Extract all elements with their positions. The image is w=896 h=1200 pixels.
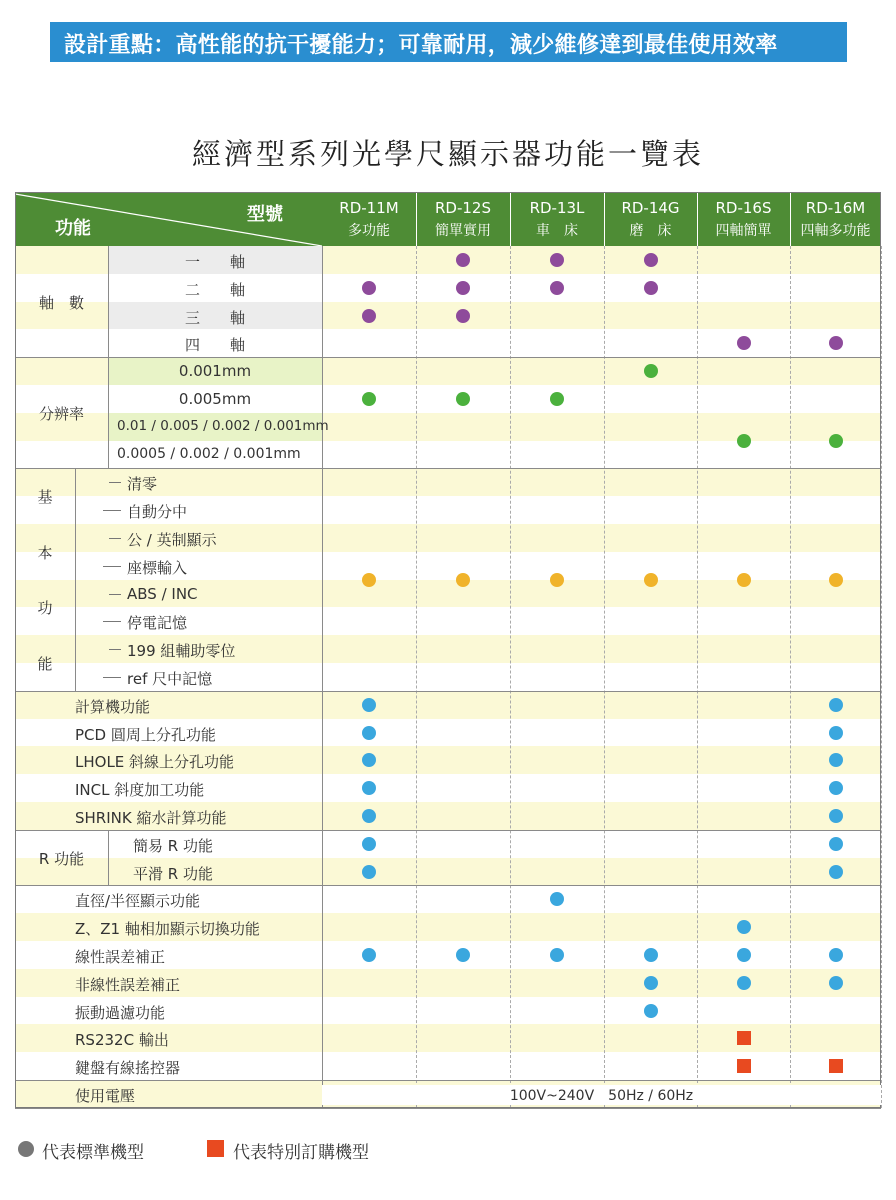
special-order-mark: [829, 1059, 843, 1073]
basic-function-dot: [362, 573, 376, 587]
header-model-desc: 多功能: [348, 223, 390, 239]
header-model-code: RD-12S: [435, 199, 491, 217]
purple-dot: [737, 336, 751, 350]
row-label: 四 軸: [184, 336, 245, 355]
row-label: 簡易 R 功能: [133, 836, 213, 855]
row-label: Z、Z1 軸相加顯示切換功能: [75, 920, 260, 939]
header-model-code: RD-16S: [715, 199, 772, 217]
header-model-code: RD-14G: [621, 199, 680, 217]
blue-dot: [829, 865, 843, 879]
function-comparison-table: [15, 192, 881, 1108]
tree-connector: [103, 510, 121, 511]
header-function-label: 功能: [55, 218, 91, 239]
column-divider: [881, 246, 882, 1108]
blue-dot: [362, 948, 376, 962]
row-label: 計算機功能: [75, 697, 151, 716]
fine-resolution-dot: [829, 434, 843, 448]
tree-connector: [103, 677, 121, 678]
purple-dot: [644, 281, 658, 295]
blue-dot: [829, 726, 843, 740]
blue-dot: [829, 837, 843, 851]
basic-function-dot: [644, 573, 658, 587]
blue-dot: [829, 781, 843, 795]
basic-function-dot: [829, 573, 843, 587]
row-label: 0.01 / 0.005 / 0.002 / 0.001mm: [117, 417, 329, 434]
row-label: 鍵盤有線搖控器: [75, 1059, 181, 1078]
legend-red-square: [207, 1140, 224, 1157]
blue-dot: [362, 781, 376, 795]
row-label: PCD 圓周上分孔功能: [75, 725, 216, 744]
row-label: 三 軸: [184, 308, 245, 327]
row-label: 公 / 英制顯示: [127, 531, 217, 549]
blue-dot: [456, 948, 470, 962]
group-label-resolution: 分辨率: [38, 404, 84, 423]
row-label: 199 組輔助零位: [127, 642, 236, 661]
blue-dot: [362, 865, 376, 879]
row-label: 線性誤差補正: [75, 948, 166, 966]
group-label-axes: 軸 數: [38, 293, 84, 312]
group-label-basic-char: 基: [37, 488, 53, 507]
purple-dot: [362, 281, 376, 295]
blue-dot: [550, 948, 564, 962]
row-label: 0.005mm: [178, 390, 252, 408]
row-label: INCL 斜度加工功能: [75, 781, 205, 800]
header-model-desc: 簡單實用: [435, 223, 491, 239]
purple-dot: [456, 253, 470, 267]
blue-dot: [829, 753, 843, 767]
supply-voltage-value: 100V~240V 50Hz / 60Hz: [322, 1085, 881, 1105]
header-model-code: RD-13L: [529, 199, 585, 217]
tree-connector: [103, 566, 121, 567]
tree-connector: [109, 594, 121, 595]
row-label: SHRINK 縮水計算功能: [75, 809, 227, 827]
header-model-label: 型號: [247, 204, 283, 225]
group-label-basic-char: 本: [37, 543, 53, 562]
blue-dot: [644, 976, 658, 990]
blue-dot: [829, 809, 843, 823]
legend-gray-dot: [18, 1141, 34, 1157]
tree-connector: [103, 621, 121, 622]
purple-dot: [644, 253, 658, 267]
green-dot: [550, 392, 564, 406]
tree-connector: [109, 538, 121, 539]
row-label: 一 軸: [184, 253, 245, 271]
blue-dot: [644, 1004, 658, 1018]
group-label-basic-char: 能: [37, 655, 53, 673]
page-title: 經濟型系列光學尺顯示器功能一覽表: [191, 137, 704, 171]
tree-connector: [109, 482, 121, 483]
purple-dot: [362, 309, 376, 323]
group-label-divider: [75, 468, 76, 690]
row-label: 非線性誤差補正: [75, 975, 181, 994]
row-label: 使用電壓: [75, 1087, 136, 1105]
header-model-desc: 車 床: [536, 223, 578, 239]
group-label-divider: [108, 830, 109, 886]
fine-resolution-dot: [737, 434, 751, 448]
row-label: 直徑/半徑顯示功能: [75, 892, 201, 911]
basic-function-dot: [456, 573, 470, 587]
blue-dot: [362, 698, 376, 712]
header-model-desc: 四軸簡單: [715, 223, 772, 239]
special-order-mark: [737, 1031, 751, 1045]
row-label: 平滑 R 功能: [133, 864, 213, 883]
green-dot: [456, 392, 470, 406]
blue-dot: [737, 920, 751, 934]
row-label: ABS / INC: [127, 584, 198, 603]
purple-dot: [456, 281, 470, 295]
blue-dot: [644, 948, 658, 962]
blue-dot: [829, 976, 843, 990]
purple-dot: [829, 336, 843, 350]
row-label: 自動分中: [127, 503, 188, 522]
blue-dot: [362, 726, 376, 740]
header-model-code: RD-11M: [339, 199, 399, 217]
green-dot: [644, 364, 658, 378]
row-label: 二 軸: [184, 280, 245, 299]
blue-dot: [829, 698, 843, 712]
design-highlight-banner: [50, 22, 847, 62]
basic-function-dot: [737, 573, 751, 587]
banner-text: 設計重點：高性能的抗干擾能力；可靠耐用，減少維修達到最佳使用效率: [64, 33, 778, 58]
row-label: RS232C 輸出: [75, 1031, 169, 1050]
purple-dot: [550, 281, 564, 295]
blue-dot: [737, 948, 751, 962]
row-label: ref 尺中記憶: [127, 670, 213, 688]
purple-dot: [550, 253, 564, 267]
green-dot: [362, 392, 376, 406]
tree-connector: [109, 649, 121, 650]
row-label: 座標輸入: [127, 558, 188, 577]
header-model-desc: 磨 床: [629, 223, 672, 239]
row-label: 振動過濾功能: [75, 1003, 166, 1022]
legend-standard-label: 代表標準機型: [42, 1143, 144, 1163]
header-model-desc: 四軸多功能: [800, 223, 871, 239]
row-label: 0.001mm: [178, 362, 252, 381]
row-label: 停電記憶: [127, 614, 188, 633]
basic-function-dot: [550, 573, 564, 587]
group-label-r-function: R 功能: [38, 849, 85, 868]
row-label: LHOLE 斜線上分孔功能: [75, 753, 235, 772]
purple-dot: [456, 309, 470, 323]
row-label: 0.0005 / 0.002 / 0.001mm: [117, 445, 301, 462]
blue-dot: [362, 809, 376, 823]
blue-dot: [362, 837, 376, 851]
section-divider: [15, 1108, 881, 1109]
special-order-mark: [737, 1059, 751, 1073]
legend-special-label: 代表特別訂購機型: [233, 1143, 369, 1163]
row-label: 清零: [127, 475, 158, 494]
blue-dot: [737, 976, 751, 990]
group-label-basic-char: 功: [37, 599, 53, 618]
blue-dot: [829, 948, 843, 962]
header-model-code: RD-16M: [805, 199, 866, 217]
